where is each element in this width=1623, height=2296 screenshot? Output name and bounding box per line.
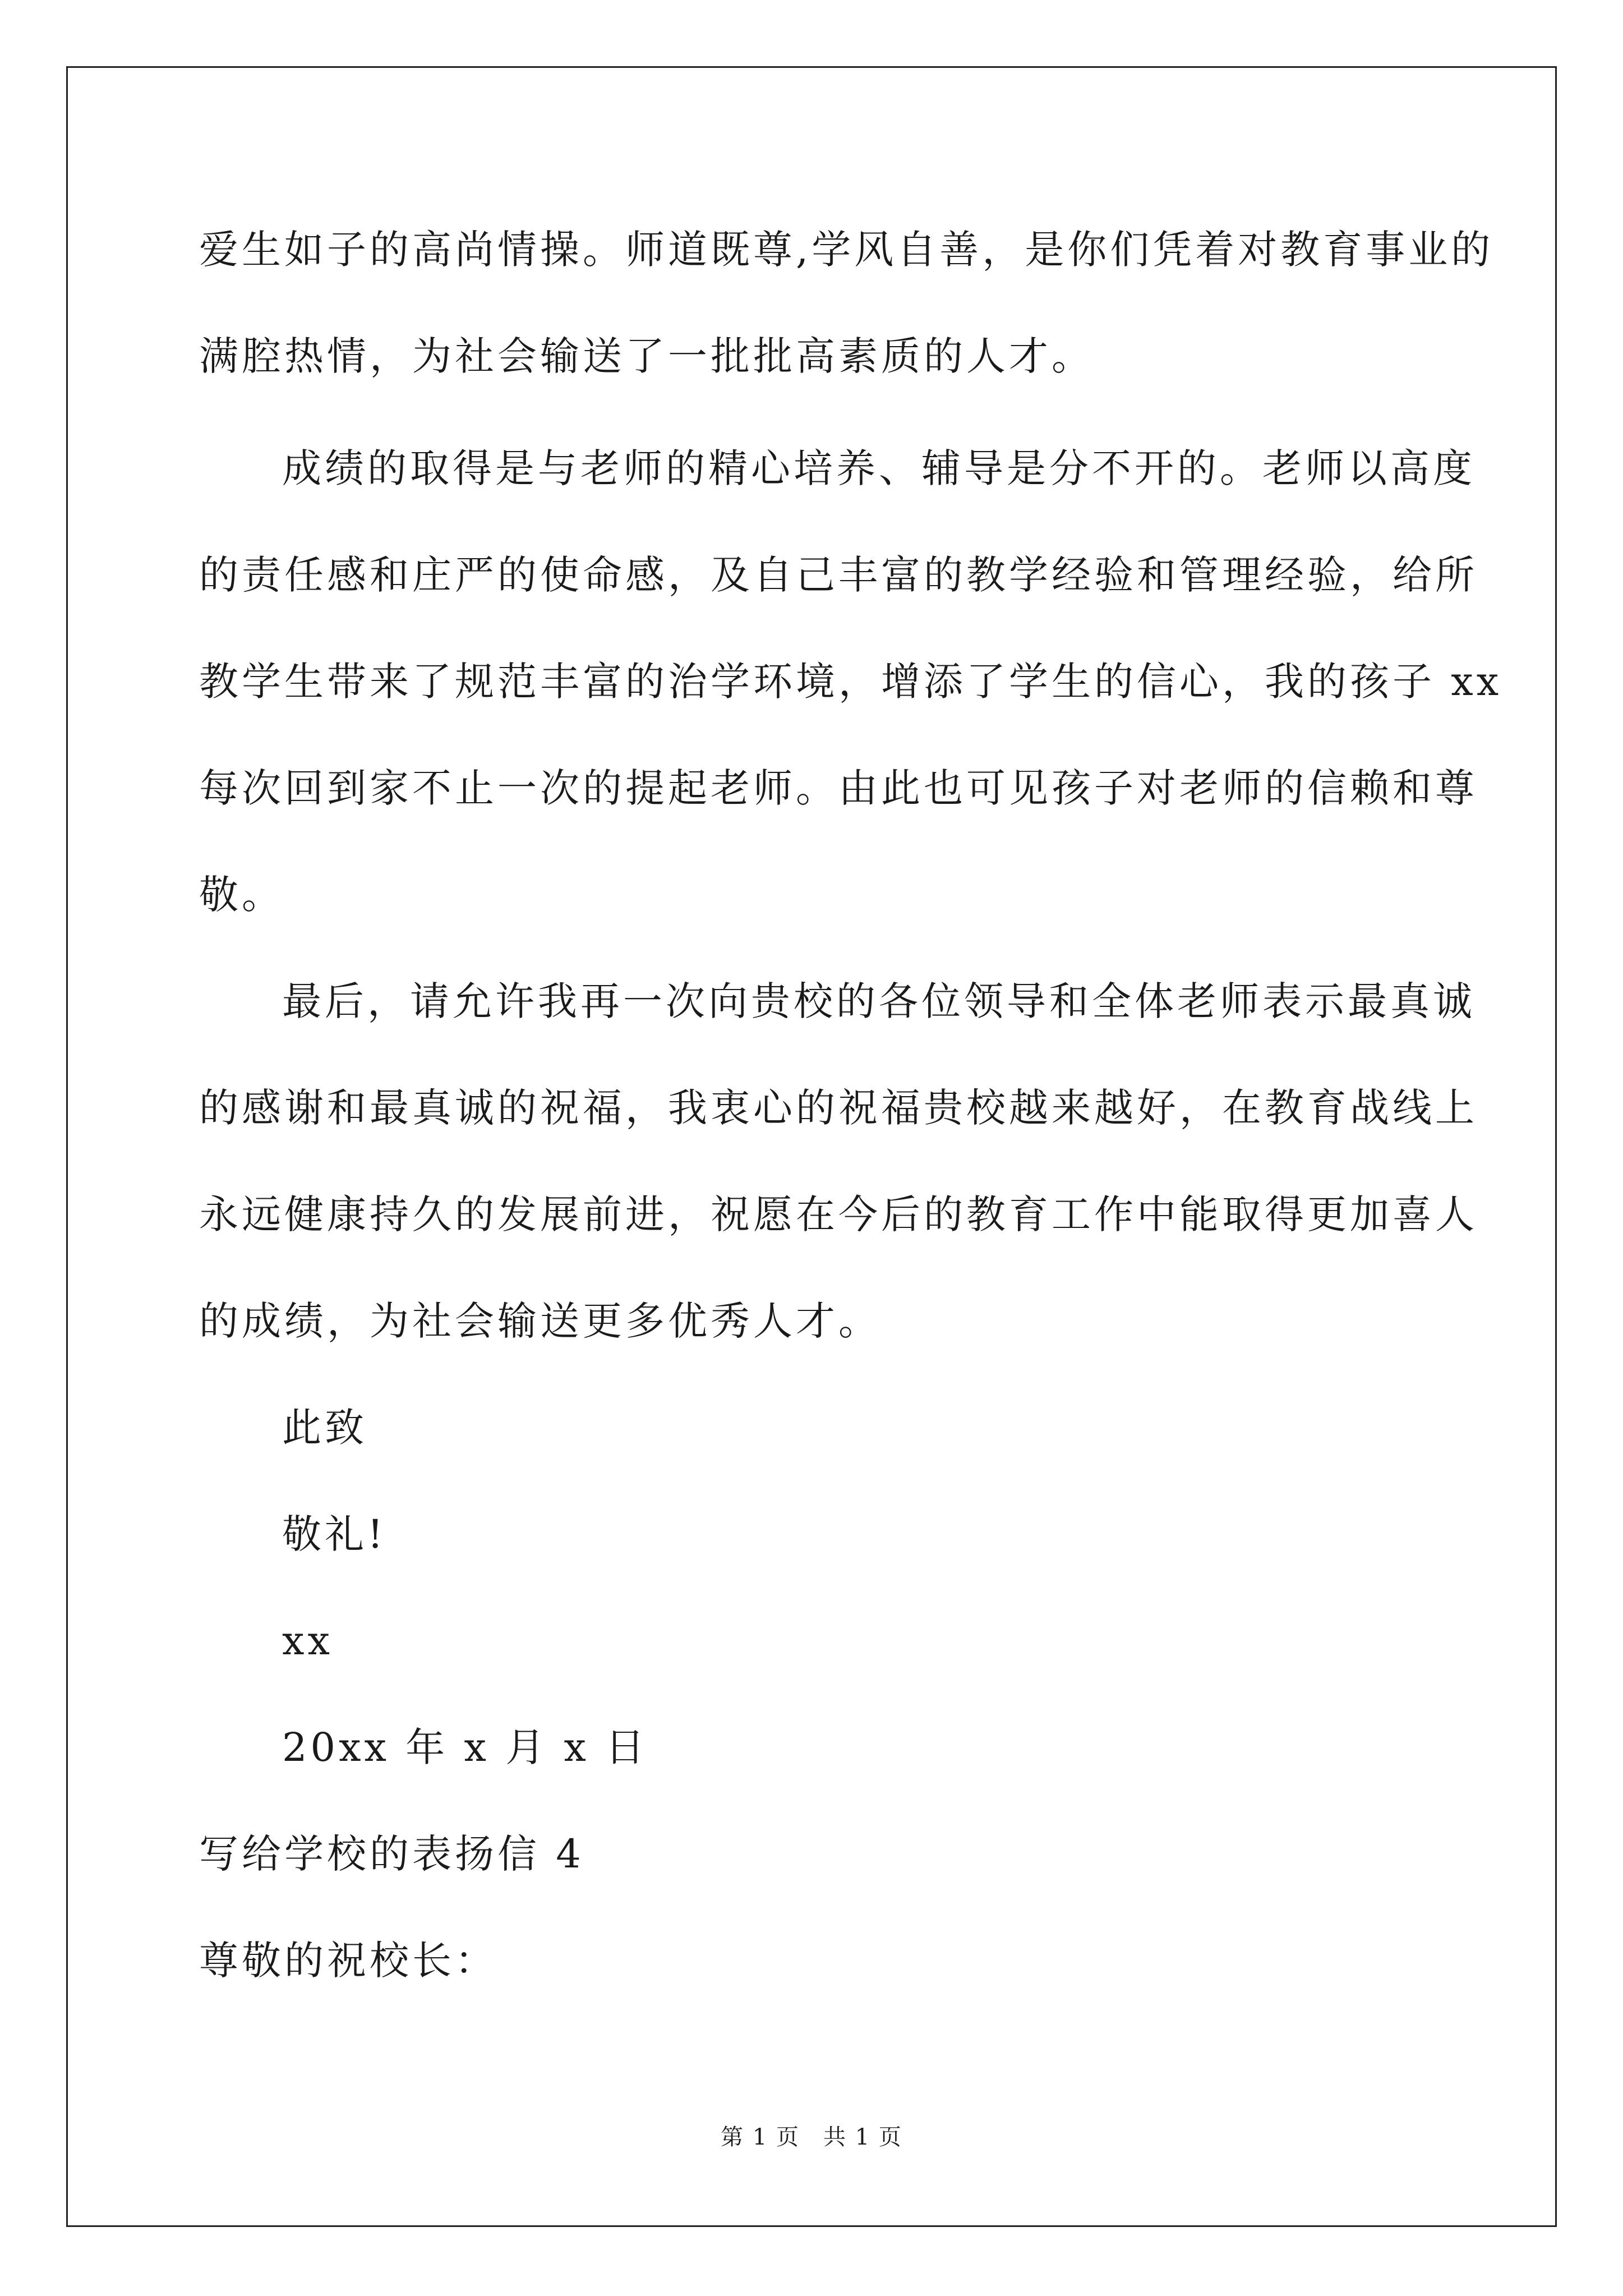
paragraph-line: 教学生带来了规范丰富的治学环境，增添了学生的信心，我的孩子 xx: [199, 659, 1502, 705]
paragraph-line: 永远健康持久的发展前进，祝愿在今后的教育工作中能取得更加喜人: [199, 1191, 1478, 1237]
closing-salutation: 此致: [282, 1405, 367, 1451]
paragraph-line: 爱生如子的高尚情操。师道既尊,学风自善，是你们凭着对教育事业的: [199, 227, 1494, 273]
signature-name: xx: [282, 1618, 333, 1664]
page-footer: 第 1 页 共 1 页: [721, 2124, 902, 2150]
paragraph-line: 敬。: [199, 872, 284, 918]
closing-regards: 敬礼!: [282, 1511, 387, 1557]
page-border: [66, 66, 1557, 2227]
paragraph-line: 成绩的取得是与老师的精心培养、辅导是分不开的。老师以高度: [282, 445, 1476, 491]
paragraph-line: 的成绩，为社会输送更多优秀人才。: [199, 1298, 881, 1344]
paragraph-line: 每次回到家不止一次的提起老师。由此也可见孩子对老师的信赖和尊: [199, 765, 1478, 811]
paragraph-line: 的感谢和最真诚的祝福，我衷心的祝福贵校越来越好，在教育战线上: [199, 1085, 1478, 1131]
paragraph-line: 满腔热情，为社会输送了一批批高素质的人才。: [199, 333, 1094, 379]
section-heading: 写给学校的表扬信 4: [199, 1831, 584, 1877]
signature-date: 20xx 年 x 月 x 日: [282, 1724, 648, 1770]
paragraph-line: 的责任感和庄严的使命感，及自己丰富的教学经验和管理经验，给所: [199, 552, 1478, 598]
letter-greeting: 尊敬的祝校长：: [199, 1938, 497, 1984]
paragraph-line: 最后，请允许我再一次向贵校的各位领导和全体老师表示最真诚: [282, 978, 1476, 1024]
